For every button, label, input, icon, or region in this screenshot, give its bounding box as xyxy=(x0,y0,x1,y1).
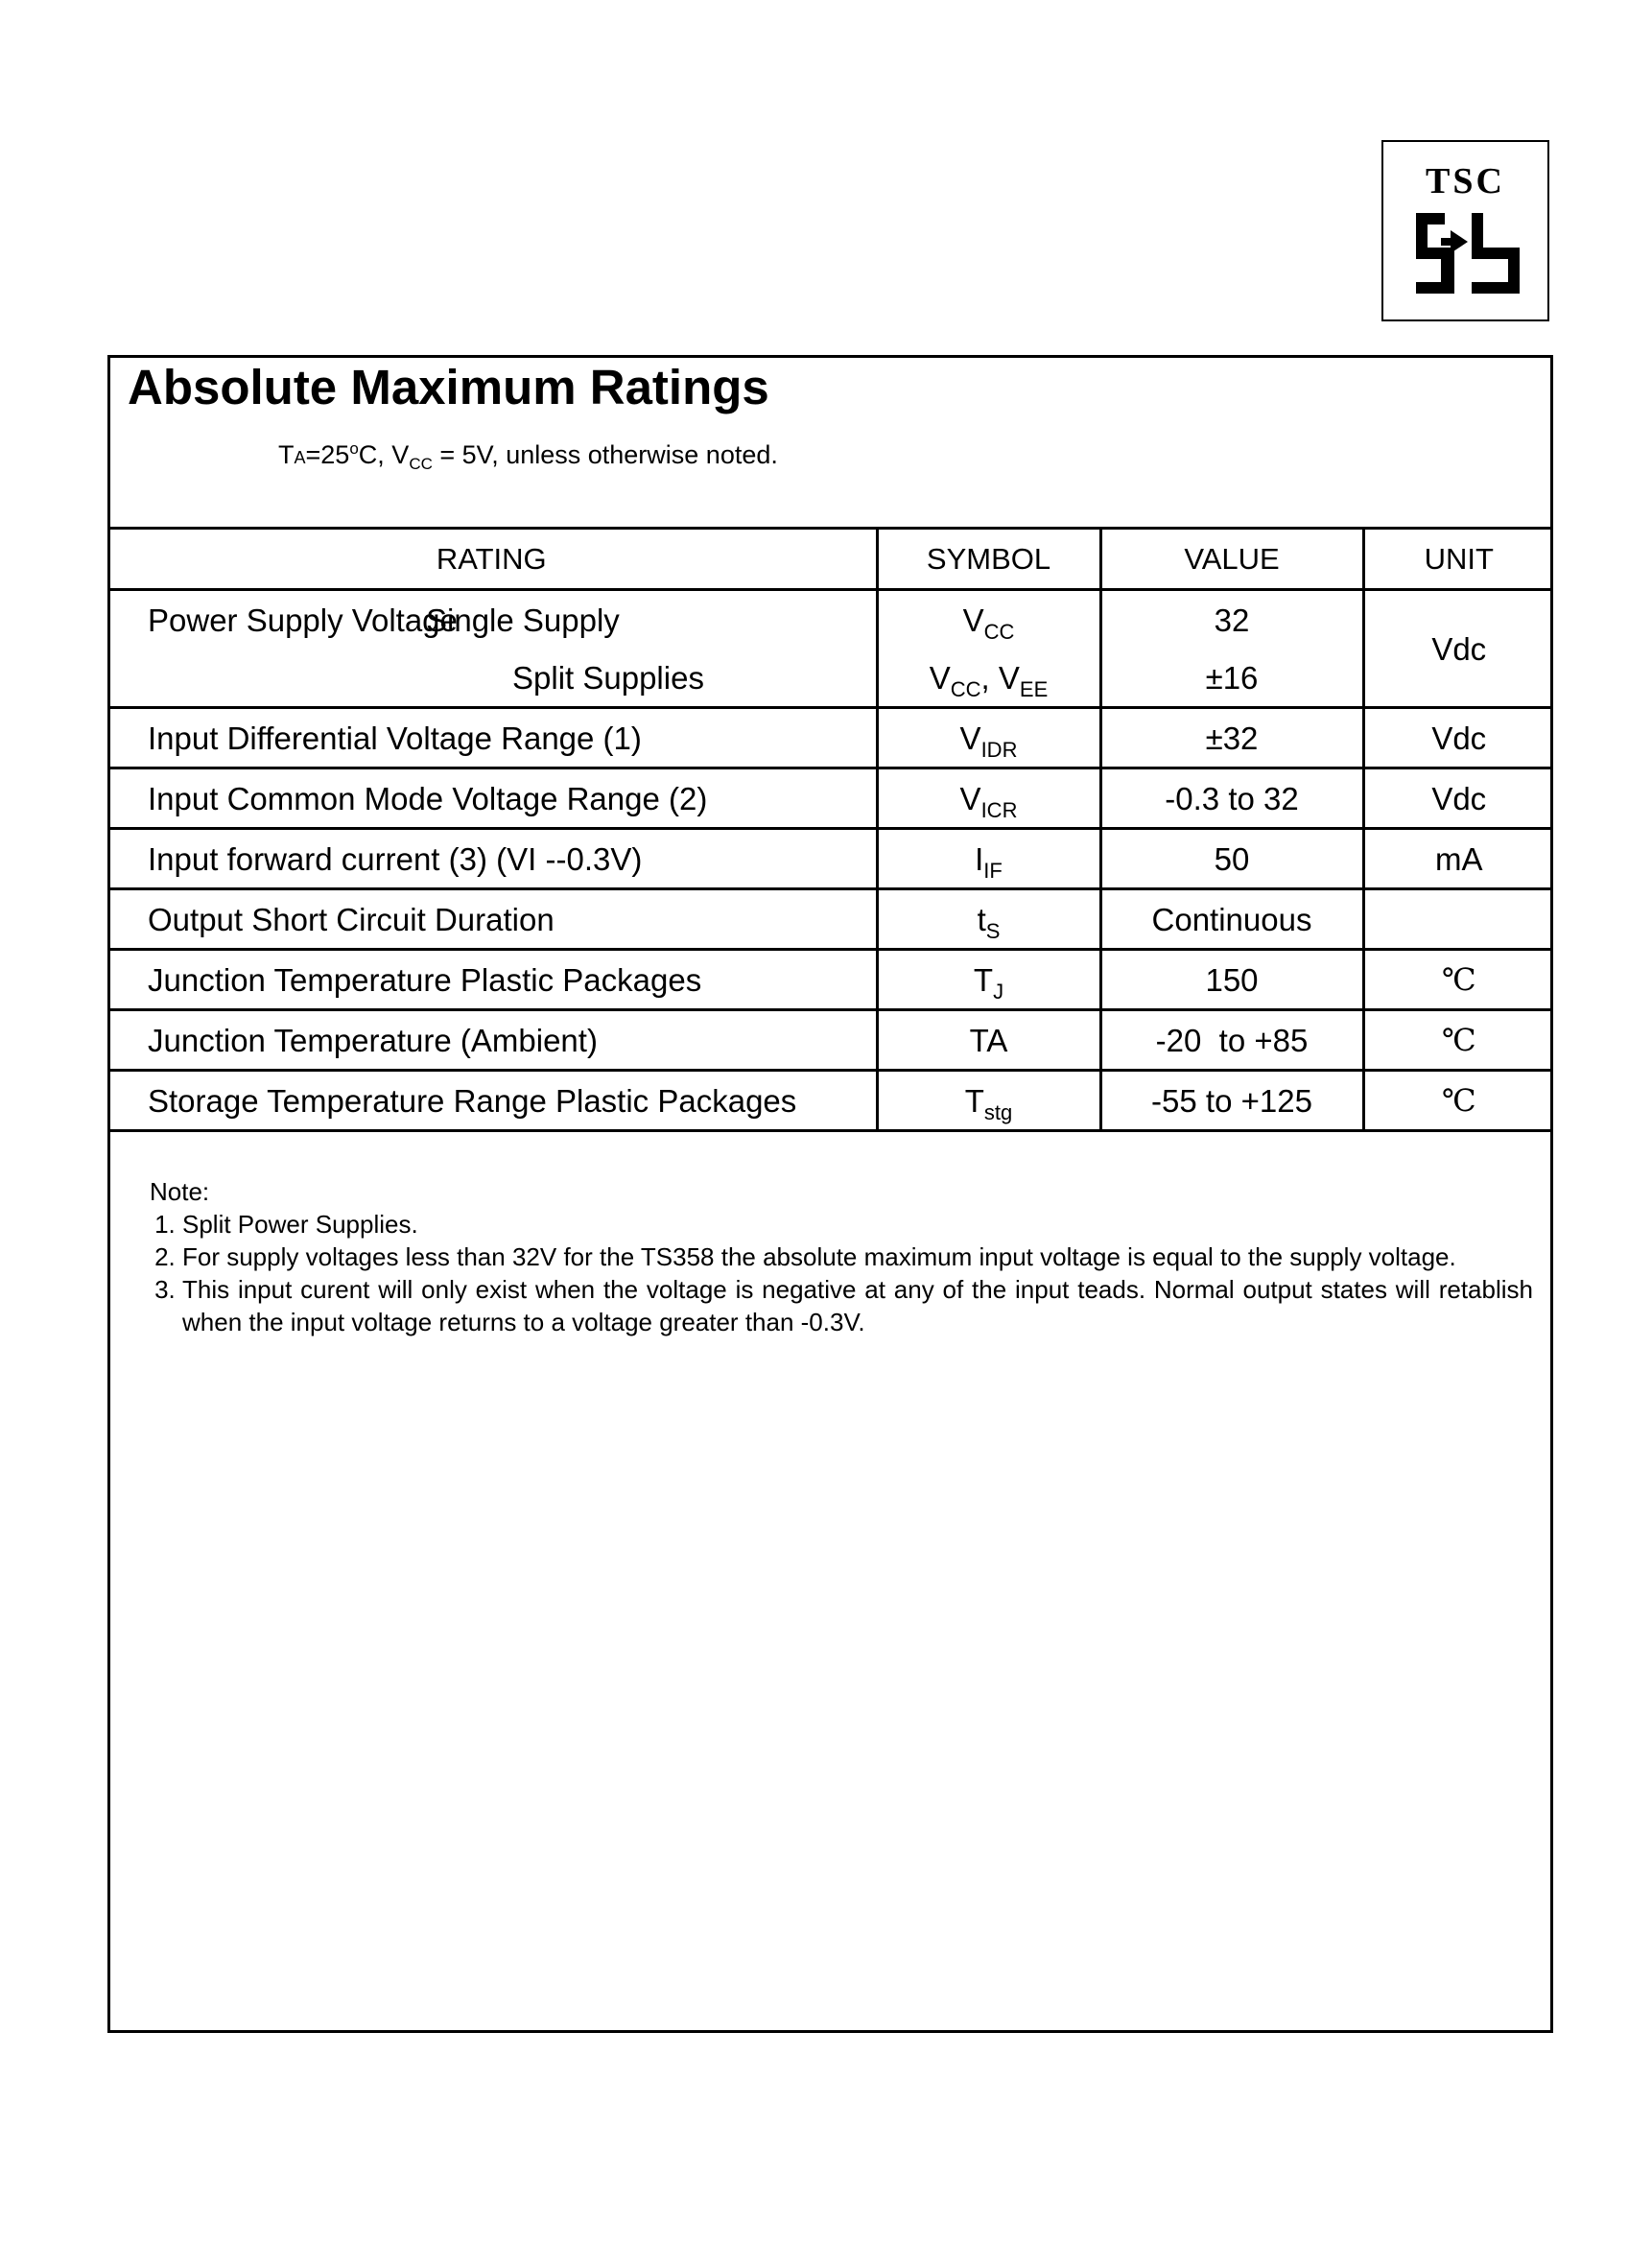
condition-vcc-sub: CC xyxy=(409,455,433,473)
row-value: 150 xyxy=(1100,950,1363,1010)
table-row xyxy=(107,829,1553,889)
page-title: Absolute Maximum Ratings xyxy=(128,360,769,414)
power-supply-unit: Vdc xyxy=(1363,590,1553,708)
row-symbol: $t_S$ xyxy=(877,889,1100,950)
row-rating: Input Common Mode Voltage Range (2) xyxy=(107,768,877,829)
notes-list xyxy=(150,1208,1533,1338)
row-rating: Output Short Circuit Duration xyxy=(107,889,877,950)
row-symbol: $T_{stg}$ xyxy=(877,1071,1100,1131)
table-row xyxy=(107,889,1553,950)
row-rating: Junction Temperature (Ambient) xyxy=(107,1010,877,1071)
header-rating: RATING xyxy=(107,529,877,590)
row-rating: Storage Temperature Range Plastic Packages xyxy=(107,1071,877,1131)
notes-heading: Note: xyxy=(150,1177,210,1206)
table-row xyxy=(107,708,1553,768)
table-row xyxy=(107,1010,1553,1071)
note-item: 3. This input curent will only exist when the voltage is negative at any of the input teads. Normal output states will retablish when the input voltage returns to a voltage greater than -0.3V. xyxy=(182,1273,1533,1338)
row-symbol: $I_{IF}$ xyxy=(877,829,1100,889)
single-supply-label: Single Supply xyxy=(426,602,620,638)
split-supplies-rating-cell xyxy=(107,649,877,708)
row-value: -0.3 to 32 xyxy=(1100,768,1363,829)
split-supplies-value: ±16 xyxy=(1100,649,1363,708)
row-symbol: $V_{ICR}$ xyxy=(877,768,1100,829)
row-unit: ℃ xyxy=(1363,1010,1553,1071)
tsc-logo-mark-icon xyxy=(1412,209,1523,297)
note-item: 2. For supply voltages less than 32V for the TS358 the absolute maximum input voltage is equal to the supply voltage. xyxy=(182,1241,1533,1273)
test-condition xyxy=(278,437,778,475)
row-value: -20 to +85 xyxy=(1100,1010,1363,1071)
single-supply-value: 32 xyxy=(1100,590,1363,650)
row-unit: Vdc xyxy=(1363,708,1553,768)
row-rating: Junction Temperature Plastic Packages xyxy=(107,950,877,1010)
header-value: VALUE xyxy=(1100,529,1363,590)
row-symbol: $T_J$ xyxy=(877,950,1100,1010)
row-value: 50 xyxy=(1100,829,1363,889)
row-value: ±32 xyxy=(1100,708,1363,768)
notes-section xyxy=(150,1175,1533,1338)
row-symbol: TA xyxy=(877,1010,1100,1071)
condition-ta-value: =25 xyxy=(305,440,350,469)
table-row xyxy=(107,1071,1553,1131)
split-supplies-label: Split Supplies xyxy=(512,659,704,696)
logo-text: TSC xyxy=(1426,161,1505,201)
row-rating: Input Differential Voltage Range (1) xyxy=(107,708,877,768)
note-item: 1. Split Power Supplies. xyxy=(182,1208,1533,1241)
header-symbol: SYMBOL xyxy=(877,529,1100,590)
row-unit: ℃ xyxy=(1363,950,1553,1010)
power-supply-rating-cell xyxy=(107,590,877,650)
power-supply-label: Power Supply Voltage xyxy=(148,602,458,638)
condition-rest: = 5V, unless otherwise noted. xyxy=(432,440,778,469)
row-unit: ℃ xyxy=(1363,1071,1553,1131)
row-symbol: $V_{IDR}$ xyxy=(877,708,1100,768)
single-supply-symbol: $V_{CC}$ xyxy=(877,590,1100,650)
table-header-row xyxy=(107,529,1553,590)
condition-ta-prefix: T xyxy=(278,440,295,469)
header-unit: UNIT xyxy=(1363,529,1553,590)
split-supplies-symbol: $V_{CC}$, $V_{EE}$ xyxy=(877,649,1100,708)
table-row-power-split xyxy=(107,649,1553,708)
row-unit: Vdc xyxy=(1363,768,1553,829)
condition-degree: o xyxy=(349,439,359,458)
row-value: Continuous xyxy=(1100,889,1363,950)
ratings-table xyxy=(107,527,1553,1132)
row-rating: Input forward current (3) (VI --0.3V) xyxy=(107,829,877,889)
condition-ta-sub: A xyxy=(294,448,306,467)
company-logo xyxy=(1381,140,1549,321)
condition-after-ta: C, V xyxy=(358,440,410,469)
table-row xyxy=(107,950,1553,1010)
row-unit: mA xyxy=(1363,829,1553,889)
row-value: -55 to +125 xyxy=(1100,1071,1363,1131)
table-row-power-single xyxy=(107,590,1553,650)
row-unit xyxy=(1363,889,1553,950)
table-row xyxy=(107,768,1553,829)
